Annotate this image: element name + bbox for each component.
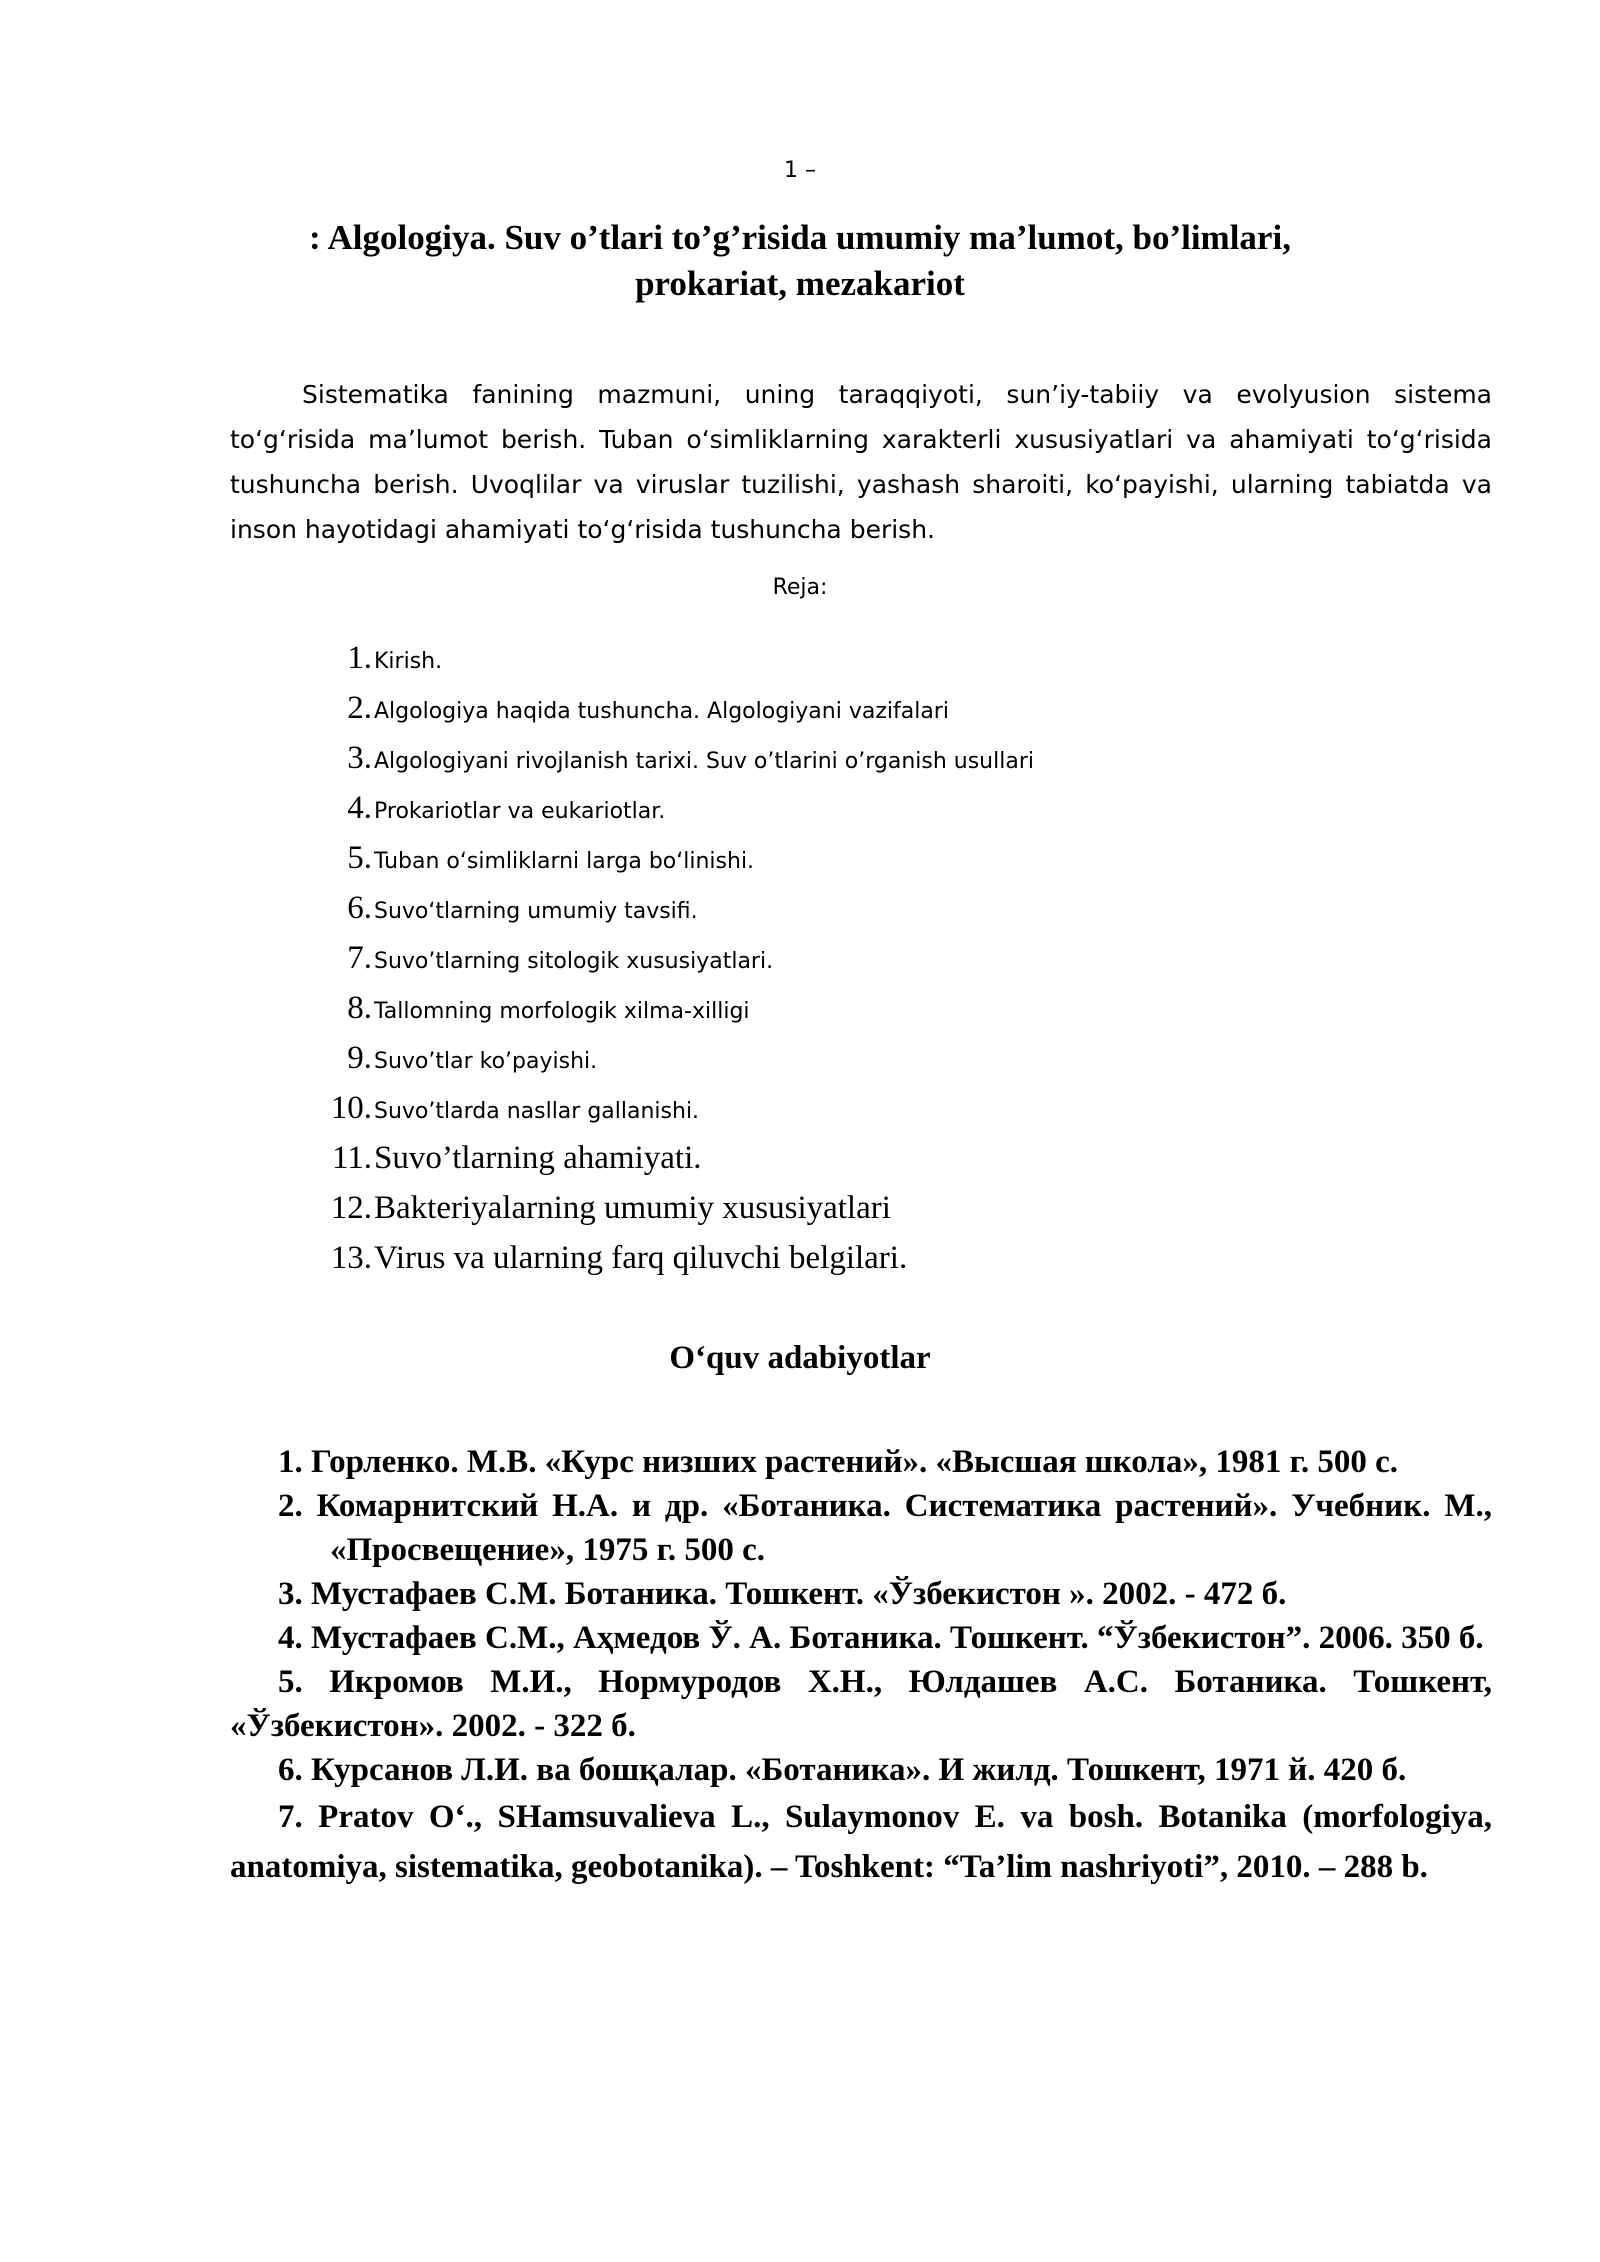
reference-item: 7. Pratov Oʻ., SHamsuvalieva L., Sulaymonov E. va bosh. Botanika (morfologiya, anatomiya, sistematika, geobotanika). – Toshkent: “Ta’lim nashriyoti”, 2010. – 288 b. xyxy=(230,1799,1492,1885)
reference-item: 4. Мустафаев С.М., Аҳмедов Ў. А. Ботаника. Тошкент. “Ўзбекистон”. 2006. 350 б. xyxy=(278,1620,1484,1656)
plan-item-text: Virus va ularning farq qiluvchi belgilari. xyxy=(374,1240,908,1276)
plan-item xyxy=(320,990,1220,1040)
plan-item xyxy=(320,940,1220,990)
plan-item-text: Prokariotlar va eukariotlar. xyxy=(374,799,666,824)
reference-item: 1. Горленко. М.В. «Курс низших растений». «Высшая школа», 1981 г. 500 с. xyxy=(278,1444,1399,1480)
plan-item xyxy=(320,890,1220,940)
reference-item: 2. Комарнитский Н.А. и др. «Ботаника. Систематика растений». Учебник. М., «Просвещение», 1975 г. 500 с. xyxy=(278,1488,1492,1568)
plan-item xyxy=(320,1240,1220,1290)
plan-item-text: Suvo’tlarda nasllar gallanishi. xyxy=(374,1099,700,1124)
plan-item-number: 12. xyxy=(330,1190,372,1226)
plan-item-number: 10. xyxy=(330,1090,372,1126)
plan-item-text: Algologiya haqida tushuncha. Algologiyani vazifalari xyxy=(374,699,949,724)
plan-item xyxy=(320,840,1220,890)
plan-item xyxy=(320,1140,1220,1190)
literature-heading: Oʻquv adabiyotlar xyxy=(669,1340,931,1376)
intro-paragraph: Sistematika fanining mazmuni, uning taraqqiyoti, sun’iy-tabiiy va evolyusion sistema toʻgʻrisida maʼlumot berish. Tuban oʻsimliklarning xarakterli xususiyatlari va ahamiyati toʻgʻrisida tushuncha berish. Uvoqlilar va viruslar tuzilishi, yashash sharoiti, koʻpayishi, ularning tabiatda va inson hayotidagi ahamiyati toʻgʻrisida tushuncha berish. xyxy=(230,380,1492,544)
plan-item-text: Suvo’tlar ko’payishi. xyxy=(374,1049,598,1074)
plan-item-text: Algologiyani rivojlanish tarixi. Suv o’tlarini o’rganish usullari xyxy=(374,749,1034,774)
plan-item xyxy=(320,640,1220,690)
plan-item-number: 4. xyxy=(347,790,372,826)
reference-item: 6. Курсанов Л.И. ва бошқалар. «Ботаника». И жилд. Тошкент, 1971 й. 420 б. xyxy=(278,1752,1407,1788)
plan-item-text: Tuban oʻsimliklarni larga boʻlinishi. xyxy=(374,849,755,874)
plan-item xyxy=(320,790,1220,840)
document-title: : Algologiya. Suv o’tlari to’g’risida umumiy ma’lumot, bo’limlari, prokariat, mezakariot xyxy=(309,218,1291,303)
plan-item-text: Bakteriyalarning umumiy xususiyatlari xyxy=(374,1190,891,1226)
plan-item-text: Suvo’tlarning ahamiyati. xyxy=(374,1140,702,1176)
reference-item: 3. Мустафаев С.М. Ботаника. Тошкент. «Ўзбекистон ». 2002. - 472 б. xyxy=(278,1576,1287,1612)
plan-item-number: 11. xyxy=(331,1140,372,1176)
plan-item-number: 5. xyxy=(347,840,372,876)
plan-item xyxy=(320,690,1220,740)
plan-item xyxy=(320,1090,1220,1140)
plan-item-text: Tallomning morfologik xilma-xilligi xyxy=(374,999,750,1024)
reference-item: 5. Икромов М.И., Нормуродов Х.Н., Юлдашев А.С. Ботаника. Тошкент, «Ўзбекистон». 2002. - 322 б. xyxy=(230,1664,1492,1744)
plan-list xyxy=(320,640,1220,1290)
plan-item-number: 3. xyxy=(347,740,372,776)
plan-item-text: Kirish. xyxy=(374,649,443,674)
plan-item-text: Suvo’tlarning sitologik xususiyatlari. xyxy=(374,949,774,974)
plan-item xyxy=(320,1040,1220,1090)
plan-item-number: 1. xyxy=(347,640,372,676)
plan-item xyxy=(320,1190,1220,1240)
page-number: 1 – xyxy=(784,158,816,183)
plan-item-text: Suvoʻtlarning umumiy tavsifi. xyxy=(374,899,698,924)
references-list xyxy=(230,1440,1492,1892)
plan-item-number: 2. xyxy=(347,690,372,726)
plan-item-number: 8. xyxy=(347,990,372,1026)
plan-item-number: 6. xyxy=(347,890,372,926)
plan-heading: Reja: xyxy=(772,575,828,600)
plan-item-number: 7. xyxy=(347,940,372,976)
plan-item-number: 9. xyxy=(347,1040,372,1076)
plan-item xyxy=(320,740,1220,790)
plan-item-number: 13. xyxy=(330,1240,372,1276)
